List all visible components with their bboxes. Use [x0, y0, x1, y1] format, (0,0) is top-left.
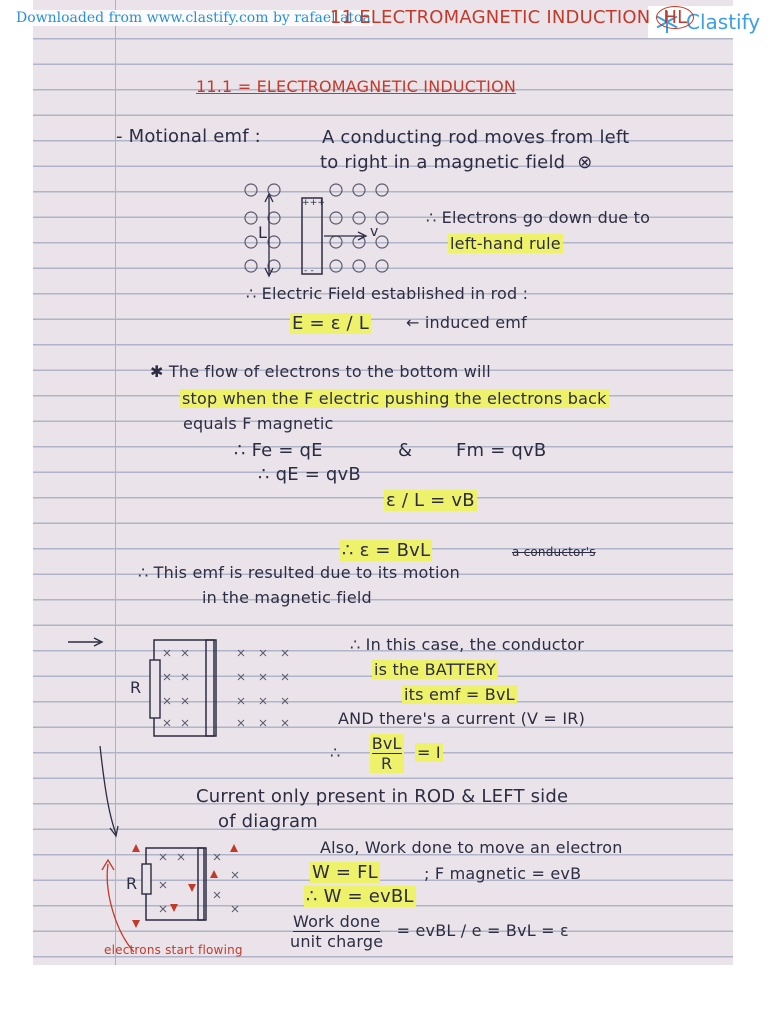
current-equation: ∴ BvL R = I [330, 734, 441, 773]
motional-heading: - Motional emf : [116, 126, 261, 147]
field-established: ∴ Electric Field established in rod : [246, 284, 529, 303]
force-balance: ∴ qE = qvB [258, 464, 361, 485]
flow-line2: stop when the F electric pushing the electrons back [182, 389, 607, 408]
brand-name: Clastify [686, 10, 761, 34]
work-equation1b: ; F magnetic = evB [424, 864, 582, 883]
equation-numerator: BvL [371, 734, 402, 753]
result-line2: in the magnetic field [202, 588, 372, 607]
conductor-note: a conductor's [512, 545, 596, 559]
result-line1: ∴ This emf is resulted due to its motion [138, 563, 460, 582]
current-line1: Current only present in ROD & LEFT side [196, 786, 569, 807]
resistor-label-2: R [126, 874, 138, 893]
work-equation3 [290, 912, 569, 951]
battery-line3: its emf = BvL [404, 685, 515, 704]
flow-line1: ✱ The flow of electrons to the bottom will [150, 362, 491, 381]
emf-ratio: ε / L = vB [386, 490, 475, 511]
emf-result: ∴ ε = BvL [342, 540, 431, 561]
battery-line4: AND there's a current (V = IR) [338, 709, 586, 728]
work-rhs: = evBL / e = BvL = ε [396, 921, 569, 940]
velocity-label: v [370, 224, 379, 240]
work-denominator: unit charge [290, 932, 384, 951]
force-equation-left: ∴ Fe = qE [234, 440, 323, 461]
flow-line3: equals F magnetic [183, 414, 334, 433]
work-line1: Also, Work done to move an electron [320, 838, 623, 857]
work-numerator: Work done [292, 912, 381, 931]
circuit-diagram [60, 630, 320, 742]
electrons-line2: left-hand rule [450, 234, 561, 253]
electron-flow-diagram [94, 742, 254, 962]
section-title: 11.1 = ELECTROMAGNETIC INDUCTION [196, 77, 517, 96]
force-equation-right: Fm = qvB [456, 440, 547, 461]
watermark[interactable]: Downloaded from www.clastify.com by rafael atoa [16, 10, 371, 26]
electrons-line1: ∴ Electrons go down due to [426, 208, 651, 227]
motional-desc-line2: to right in a magnetic field ⊗ [320, 152, 593, 173]
positive-charges-label: +++ [302, 198, 326, 208]
battery-line1: ∴ In this case, the conductor [350, 635, 585, 654]
battery-line2: is the BATTERY [374, 660, 496, 679]
field-into-page-icon: ⊗ [577, 152, 593, 173]
motional-desc-line1: A conducting rod moves from left [322, 127, 630, 148]
equation-denominator: R [381, 754, 393, 773]
chapter-title: 11 ELECTROMAGNETIC INDUCTION HL [330, 6, 694, 29]
induced-emf-label: ← induced emf [406, 313, 527, 332]
electron-flow-caption: electrons start flowing [104, 943, 243, 957]
work-equation1: W = FL [312, 862, 378, 883]
field-formula: E = ε / L [292, 313, 369, 334]
resistor-label: R [130, 678, 142, 697]
negative-charges-label: - - [304, 266, 314, 276]
moving-rod-diagram [236, 180, 452, 280]
ampersand: & [398, 440, 413, 461]
level-badge: HL [656, 6, 694, 29]
length-label: L [258, 223, 268, 242]
equation-rest: = I [416, 743, 441, 762]
work-equation2: ∴ W = evBL [306, 886, 414, 907]
current-line2: of diagram [218, 811, 318, 832]
